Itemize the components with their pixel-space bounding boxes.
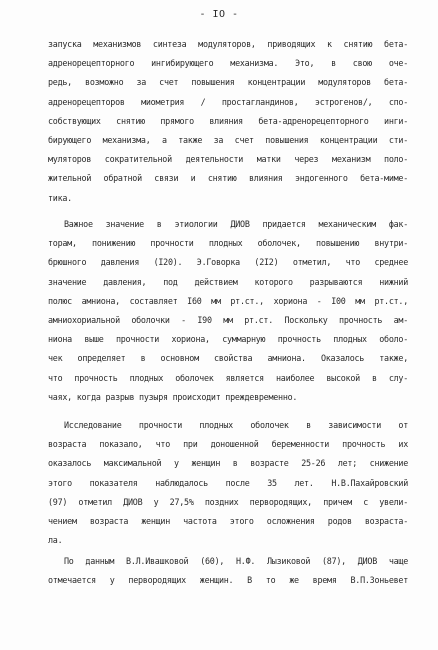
text-line: Исследование прочности плодных оболочек в зависимости от <box>64 420 408 430</box>
text-line: торам, понижению прочности плодных оболочек, повышению внутри- <box>48 238 408 249</box>
text-line: жительной обратной связи и снятию влияния эндогенного бета-миме- <box>48 173 408 184</box>
paragraph-1 <box>48 35 408 208</box>
text-line: этого показателя наблюдалось после 35 лет. Н.В.Пахайровский <box>48 477 408 488</box>
page-number: - IO - <box>199 9 239 20</box>
text-line: ниона выше прочности хориона, суммарную прочность плодных оболо- <box>48 334 408 345</box>
text-line: чек определяет в основном свойства амниона. Оказалось также, <box>48 353 408 364</box>
text-line: (97) отметил ДИОВ у 27,5% поздних первородящих, причем с увели- <box>48 496 408 507</box>
text-line: По данным В.Л.Ивашковой (60), Н.Ф. Лызиковой (87), ДИОВ чаще <box>64 556 408 566</box>
text-line: отмечается у первородящих женщин. В то же время В.П.Зоньевет <box>48 575 408 586</box>
text-line: оказалось максимальной у женщин в возрасте 25-26 лет; снижение <box>48 458 408 469</box>
text-line: бирующего механизма, а также за счет повышения концентрации сти- <box>48 134 408 145</box>
text-line: чением возраста женщин частота этого осложнения родов возраста- <box>48 515 408 526</box>
text-line: значение давления, под действием которого разрываются нижний <box>48 276 408 287</box>
paragraph-4 <box>48 552 408 590</box>
text-line: тика. <box>48 192 72 203</box>
text-line: амниохориальной оболочки - I90 мм рт.ст. Поскольку прочность ам- <box>48 314 408 325</box>
text-line: собствующих снятию прямого влияния бета-адренорецепторного инги- <box>48 115 408 126</box>
text-line: возраста показало, что при доношенной беременности прочность их <box>48 439 408 450</box>
text-line: полюс амниона, составляет I60 мм рт.ст., хориона - I00 мм рт.ст., <box>48 295 408 306</box>
text-line: чаях, когда разрыв пузыря происходит преждевременно. <box>48 391 298 402</box>
text-line: что прочность плодных оболочек является наиболее высокой в слу- <box>48 372 408 383</box>
paragraph-3 <box>48 416 408 550</box>
text-line: адренорецепторного ингибирующего механизма. Это, в свою оче- <box>48 58 408 69</box>
text-line: адренорецепторов миометрия / простагландинов, эстрогенов/, спо- <box>48 96 408 107</box>
text-line: запуска механизмов синтеза модуляторов, приводящих к снятию бета- <box>48 39 408 49</box>
text-line: ла. <box>48 535 63 546</box>
paragraph-2 <box>48 215 408 407</box>
text-line: муляторов сократительной деятельности матки через механизм поло- <box>48 154 408 165</box>
text-line: брюшного давления (I20). Э.Говорка (2I2) отметил, что среднее <box>48 257 408 268</box>
text-line: Важное значение в этиологии ДИОВ придается механическим фак- <box>64 219 408 229</box>
text-line: редь, возможно за счет повышения концентрации модуляторов бета- <box>48 77 408 88</box>
